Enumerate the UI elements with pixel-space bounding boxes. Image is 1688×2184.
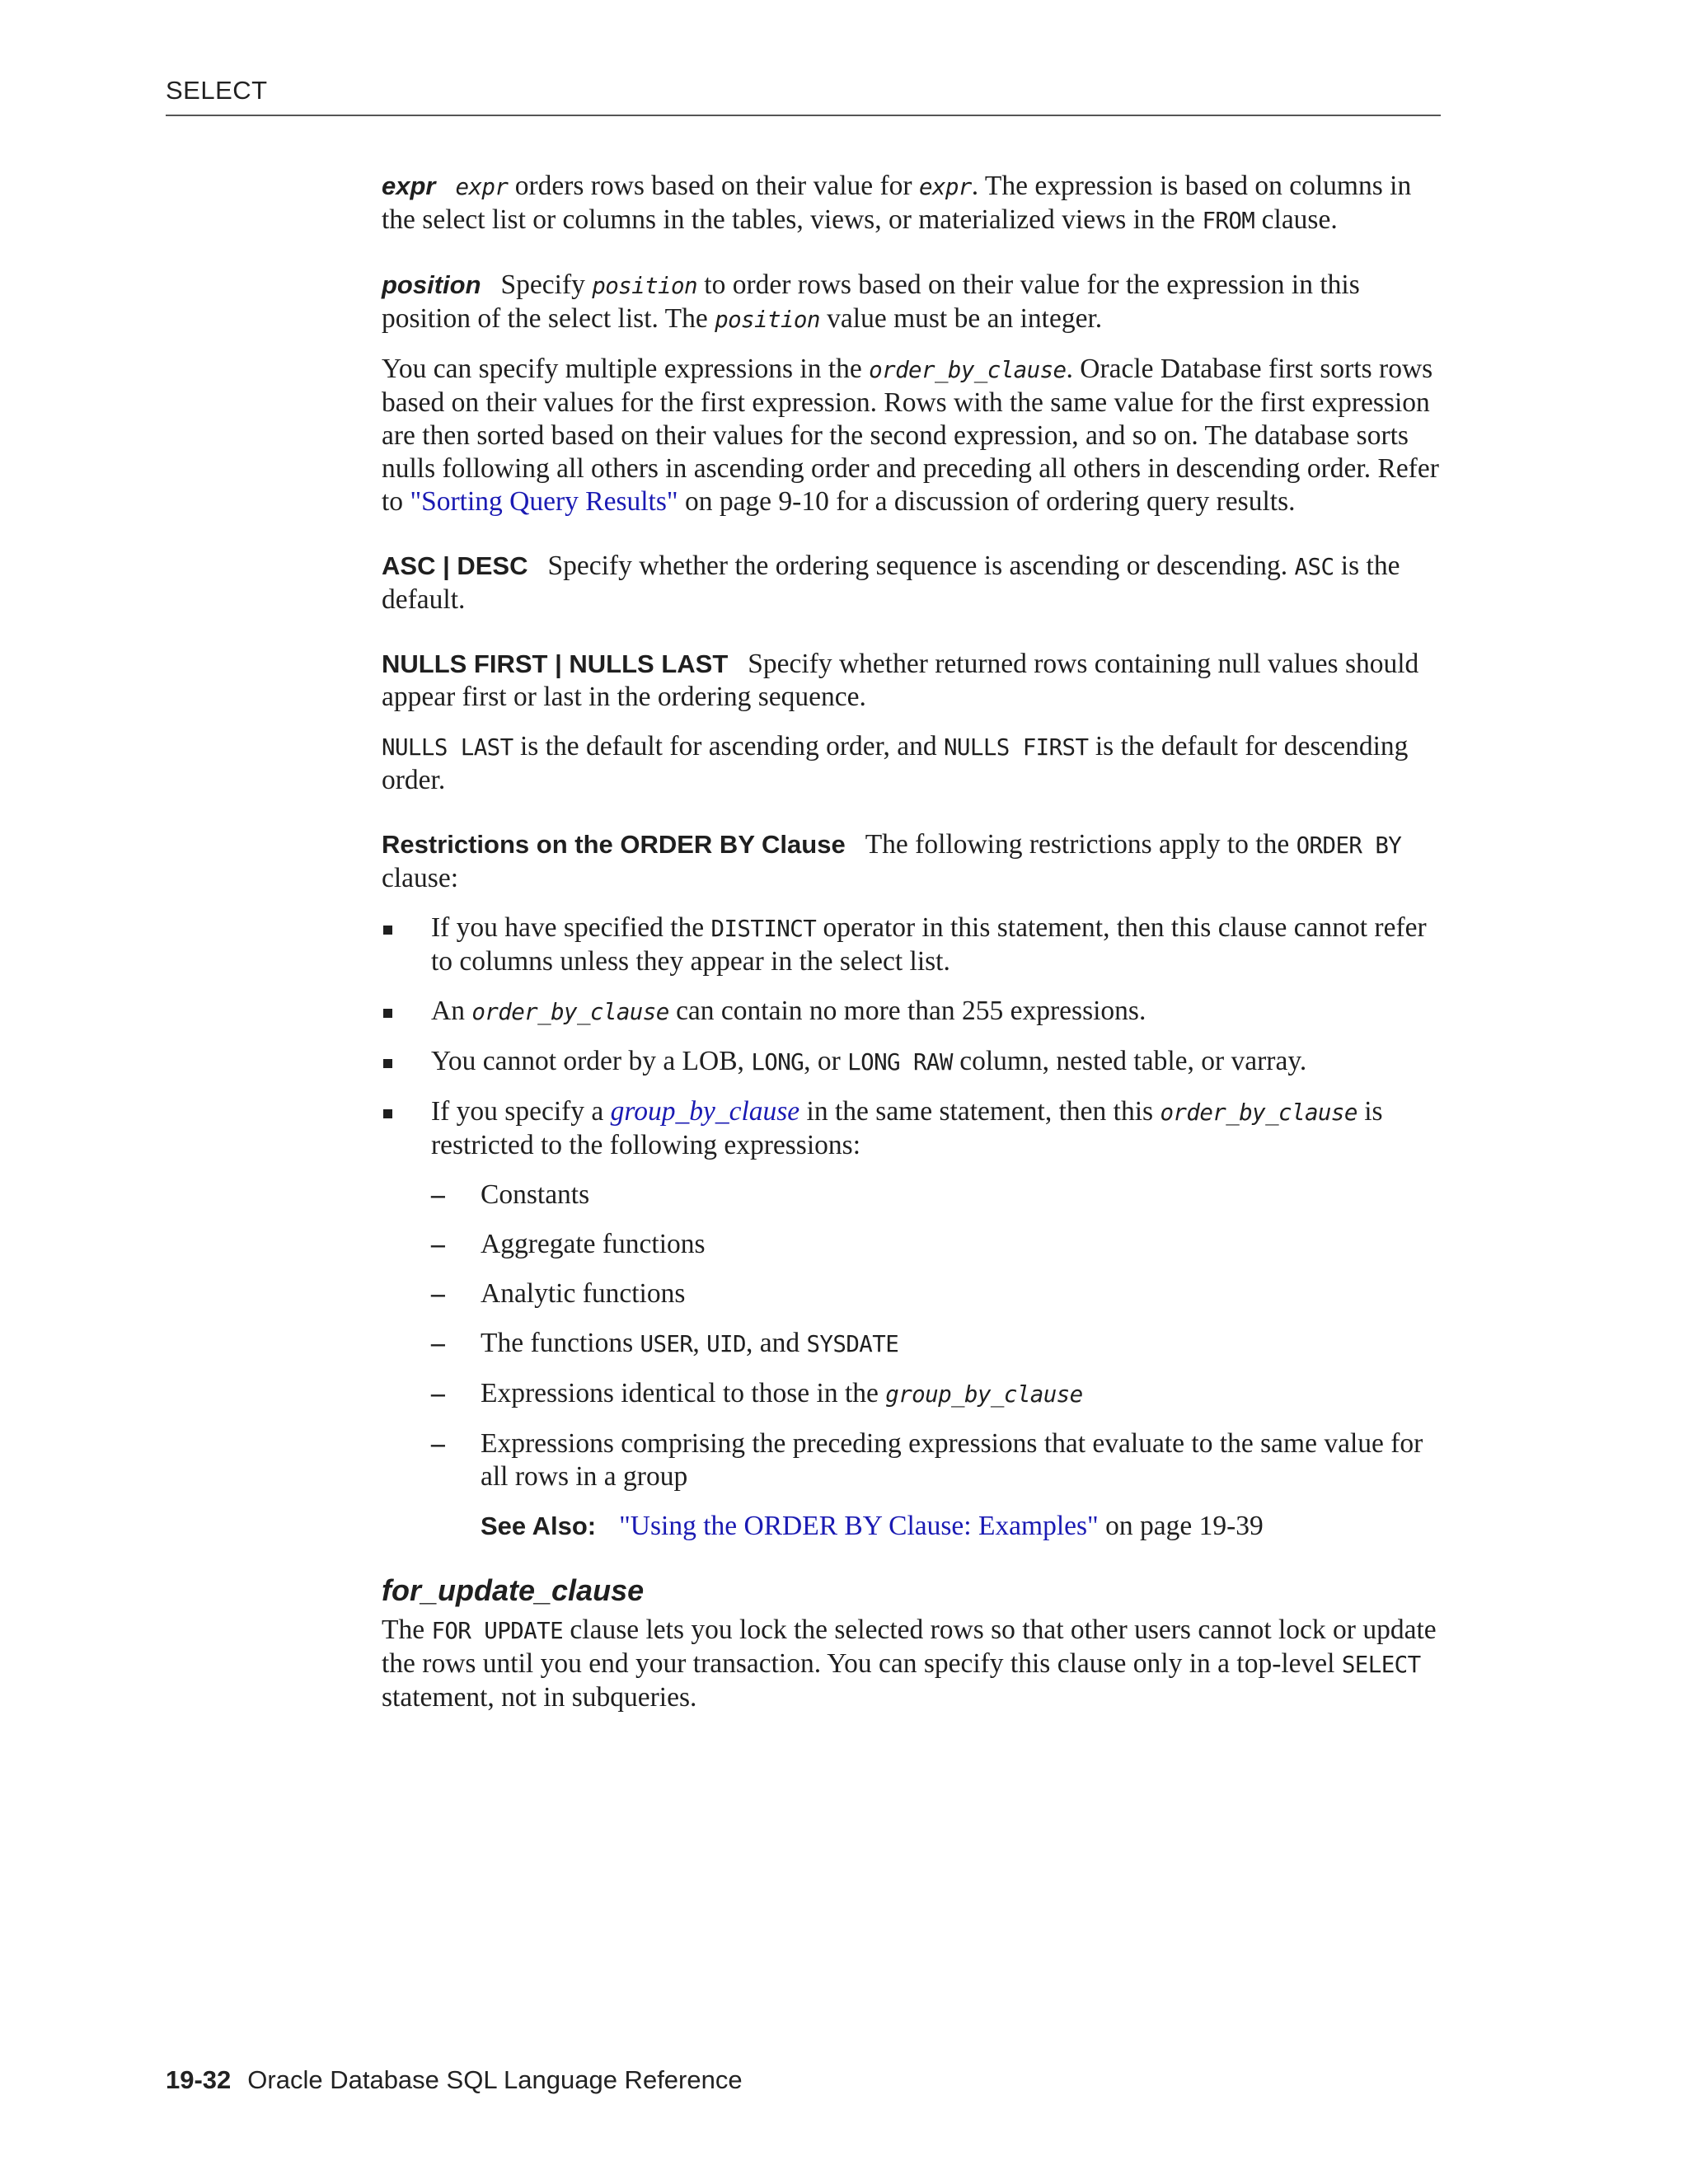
select-code: SELECT xyxy=(1341,1652,1421,1678)
restrictions-term: Restrictions on the ORDER BY Clause xyxy=(382,830,846,859)
asc-desc-paragraph: ASC | DESC Specify whether the ordering sequence is ascending or descending. ASC is the default. xyxy=(382,551,1400,615)
for-update-paragraph: The FOR UPDATE clause lets you lock the selected rows so that other users cannot lock or update the rows until you end your transaction. You can specify this clause only in a top-level SELECT statement, not in subqueries. xyxy=(382,1615,1437,1713)
multiple-expressions-paragraph: You can specify multiple expressions in the order_by_clause. Oracle Database first sorts rows based on their values for the first expression. Rows with the same value for the first expression are then sorted based on their values for the second expression, and so on. The database sorts nulls following all others in ascending order and preceding all others in descending order. Refer to "Sorting Query Results" on page 9-10 for a discussion of ordering query results. xyxy=(382,354,1439,517)
sysdate-code: SYSDATE xyxy=(806,1331,899,1357)
order-by-clause-code: order_by_clause xyxy=(1160,1099,1357,1126)
group-by-clause-link[interactable]: group_by_clause xyxy=(610,1096,800,1127)
order-by-examples-link[interactable]: "Using the ORDER BY Clause: Examples" xyxy=(619,1511,1099,1541)
user-code: USER xyxy=(640,1331,693,1357)
expr-code: expr xyxy=(918,174,972,200)
order-by-clause-code: order_by_clause xyxy=(869,357,1067,383)
for-update-clause-heading: for_update_clause xyxy=(382,1573,645,1607)
list-item: – Aggregate functions xyxy=(431,1228,1441,1261)
running-header: SELECT xyxy=(166,76,268,105)
uid-code: UID xyxy=(706,1331,746,1357)
expr-code: expr xyxy=(455,174,509,200)
list-item: – Expressions identical to those in the group_by_clause xyxy=(431,1377,1441,1411)
nulls-paragraph: NULLS FIRST | NULLS LAST Specify whether returned rows containing null values should appear first or last in the ordering sequence. xyxy=(382,649,1419,712)
order-by-code: ORDER BY xyxy=(1296,832,1402,859)
position-code: position xyxy=(715,307,820,333)
long-code: LONG xyxy=(751,1049,804,1076)
page-footer xyxy=(166,2065,743,2095)
position-code: position xyxy=(592,273,697,299)
nulls-term: NULLS FIRST | NULLS LAST xyxy=(382,649,729,678)
list-item: If you specify a group_by_clause in the same statement, then this order_by_clause is restricted to the following expressions: – Constants – Aggregate functions – Analytic functions – The functions USER, UID, and SYSDATE – Expressions identical to those in the group_by_clause – Expressions comprising the preceding expressions that evaluate to the same value for all rows in a group xyxy=(382,1095,1441,1493)
list-item: If you have specified the DISTINCT operator in this statement, then this clause cannot refer to columns unless they appear in the select list. xyxy=(382,912,1441,978)
asc-code: ASC xyxy=(1294,554,1334,580)
asc-desc-term: ASC | DESC xyxy=(382,551,528,580)
list-item: – Expressions comprising the preceding expressions that evaluate to the same value for all rows in a group xyxy=(431,1427,1441,1493)
list-item: – Analytic functions xyxy=(431,1277,1441,1310)
position-term: position xyxy=(382,270,481,299)
list-item: – The functions USER, UID, and SYSDATE xyxy=(431,1327,1441,1361)
list-item: An order_by_clause can contain no more than 255 expressions. xyxy=(382,995,1441,1029)
order-by-clause-code: order_by_clause xyxy=(471,999,669,1025)
from-code: FROM xyxy=(1202,208,1255,234)
list-item: – Constants xyxy=(431,1179,1441,1212)
header-divider xyxy=(166,115,1441,116)
long-raw-code: LONG RAW xyxy=(847,1049,953,1076)
nulls-last-code: NULLS LAST xyxy=(382,734,513,761)
position-paragraph: position Specify position to order rows based on their value for the expression in this position of the select list. The position value must be an integer. xyxy=(382,269,1360,334)
see-also-label: See Also: xyxy=(481,1511,597,1540)
expr-term: expr xyxy=(382,171,436,200)
distinct-code: DISTINCT xyxy=(710,916,817,942)
restrictions-list xyxy=(382,912,1441,1493)
nulls-first-code: NULLS FIRST xyxy=(943,734,1089,761)
list-item: You cannot order by a LOB, LONG, or LONG RAW column, nested table, or varray. xyxy=(382,1045,1441,1079)
nulls-default-paragraph: NULLS LAST is the default for ascending order, and NULLS FIRST is the default for descending order. xyxy=(382,731,1409,795)
see-also-note: See Also: "Using the ORDER BY Clause: Examples" on page 19-39 xyxy=(481,1511,1264,1541)
page-body xyxy=(382,170,1441,1714)
page-number: 19-32 xyxy=(166,2065,232,2094)
sorting-query-results-link[interactable]: "Sorting Query Results" xyxy=(410,486,678,517)
for-update-code: FOR UPDATE xyxy=(431,1618,564,1644)
group-by-clause-code: group_by_clause xyxy=(885,1381,1083,1408)
expr-paragraph: expr expr orders rows based on their value for expr. The expression is based on columns in the select list or columns in the tables, views, or materialized views in the FROM clause. xyxy=(382,171,1412,235)
restrictions-paragraph: Restrictions on the ORDER BY Clause The following restrictions apply to the ORDER BY clause: xyxy=(382,829,1402,893)
book-title: Oracle Database SQL Language Reference xyxy=(247,2065,743,2094)
allowed-expressions-list xyxy=(431,1179,1441,1493)
